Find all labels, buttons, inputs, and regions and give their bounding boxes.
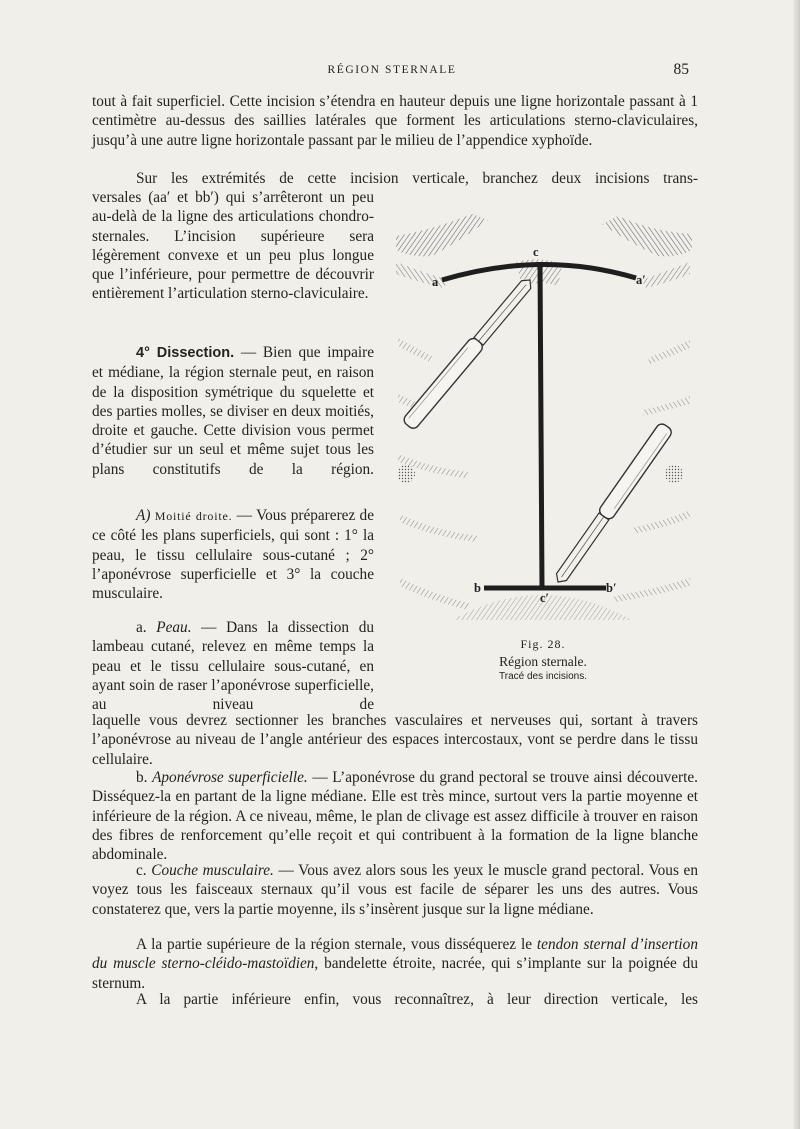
tendon-italic: tendon sternal d’insertion du muscle sterno-cléido-mastoïdien <box>92 936 698 973</box>
paragraph-dissection <box>92 343 374 479</box>
apo-label: b. <box>136 769 153 786</box>
label-b: b <box>474 581 481 595</box>
rib-shading-left-4 <box>400 514 478 542</box>
paragraph-transverse-incisions: versales (aa′ et bb′) qui s’arrêteront un peu au-delà de la ligne des articulations chondro-sternales. L’incision supérieure sera légèrement convexe et un peu plus longue que l’inférieure, pour permettre de découvrir entièrement l’articulation sterno-claviculaire. <box>92 189 374 303</box>
label-b-prime: b′ <box>606 581 617 595</box>
running-header <box>92 61 692 81</box>
right-pectoral-upper <box>642 262 690 288</box>
paragraph-moitie-droite <box>92 506 374 603</box>
couche-heading: Couche musculaire. <box>151 862 274 879</box>
tendon-before: A la partie supérieure de la région sternale, vous disséquerez le <box>136 936 537 953</box>
lower-scalpel <box>551 422 673 587</box>
label-a: a <box>432 275 439 289</box>
apo-heading: Aponévrose superficielle. <box>152 769 308 786</box>
page-edge <box>793 0 800 1129</box>
couche-label: c. <box>136 862 152 879</box>
paragraph-transverse-lead: Sur les extrémités de cette incision verticale, branchez deux incisions trans- <box>136 170 698 187</box>
paragraph-peau-continued: laquelle vous devrez sectionner les branches vasculaires et nerveuses qui, sortant à travers l’aponévrose au niveau de l’angle antérieur des espaces intercostaux, vont se perdre dans le tissu cellulaire. <box>92 712 698 768</box>
paragraph-incision-intro: tout à fait superficiel. Cette incision s’étendra en hauteur depuis une ligne horizontale passant à 1 centimètre au-dessus des saillies latérales que forment les articulations sterno-claviculaires, jusqu’à une autre ligne horizontale passant par le milieu de l’appendice xyphoïde. <box>92 93 698 149</box>
figure-illustration <box>392 210 700 640</box>
couche-text: — Vous avez alors sous les yeux le muscle grand pectoral. Vous en voyez tous les faisceaux sternaux qu’il vous est facile de séparer les uns des autres. Vous constaterez que, vers la partie moyenne, ils s’insèrent jusque sur la ligne médiane. <box>92 862 698 918</box>
paragraph-last-line: A la partie inférieure enfin, vous reconnaîtrez, à leur direction verticale, les <box>136 991 698 1008</box>
rib-shading-left-5 <box>400 578 472 610</box>
dissection-heading: 4° Dissection. <box>136 345 235 361</box>
figure-subtitle: Tracé des incisions. <box>499 671 587 682</box>
peau-text: — Dans la dissection du lambeau cutané, relevez en même temps la peau et le tissu cellulaire sous-cutané, en ayant soin de raser l’aponévrose superficielle, au niveau de <box>92 619 374 714</box>
right-clavicle-shading <box>602 216 692 256</box>
figure-number: Fig. 28. <box>520 637 566 651</box>
paragraph-aponevrose <box>92 768 698 864</box>
peau-heading: Peau. <box>156 619 192 636</box>
running-title: RÉGION STERNALE <box>327 64 457 76</box>
dissection-text: — Bien que impaire et médiane, la région sternale peut, en raison de la disposition symétrique du squelette et des parties molles, se diviser en deux moitiés, droite et gauche. Cette division vous permet d’étudier sur un seul et même sujet tous les plans constitutifs de la région. <box>92 344 374 478</box>
moitie-heading: Moitié droite. <box>154 509 233 523</box>
vertical-incision-cc-prime <box>540 262 542 588</box>
figure-sternal-region <box>392 210 700 640</box>
page-number: 85 <box>673 61 689 78</box>
paragraph-tendon-sternal <box>92 935 698 993</box>
label-c: c <box>533 245 539 259</box>
left-nipple <box>397 465 415 483</box>
moitie-text: — Vous préparerez de ce côté les plans superficiels, qui sont : 1° la peau, le tissu cellulaire sous-cutané ; 2° l’aponévrose superficielle et 3° la couche musculaire. <box>92 507 374 603</box>
paragraph-peau <box>92 618 374 714</box>
right-nipple <box>665 465 683 483</box>
apo-text: — L’aponévrose du grand pectoral se trouve ainsi découverte. Disséquez-la en partant de la ligne médiane. Elle est très mince, surtout vers la partie moyenne et inférieure de la région. A ce niveau, même, le plan de clivage est assez difficile à trouver en raison des fibres de renforcement qu’elle reçoit et qui contribuent à la formation de la ligne blanche abdominale. <box>92 769 698 864</box>
rib-shading-right-3 <box>632 510 690 534</box>
rib-shading-right-4 <box>614 578 690 602</box>
tendon-after: , bandelette étroite, nacrée, qui s’implante sur la poignée du sternum. <box>92 955 698 992</box>
figure-title: Région sternale. <box>499 654 587 669</box>
moitie-label: A) <box>136 507 155 524</box>
rib-shading-left-1 <box>398 338 432 362</box>
left-pectoral-upper <box>396 262 448 288</box>
label-a-prime: a′ <box>636 273 646 287</box>
left-clavicle-shading <box>396 214 488 256</box>
label-c-prime: c′ <box>540 591 550 605</box>
peau-label: a. <box>136 619 157 636</box>
paragraph-couche-musculaire <box>92 861 698 919</box>
rib-shading-right-2 <box>642 396 690 416</box>
rib-shading-right-1 <box>648 340 690 364</box>
